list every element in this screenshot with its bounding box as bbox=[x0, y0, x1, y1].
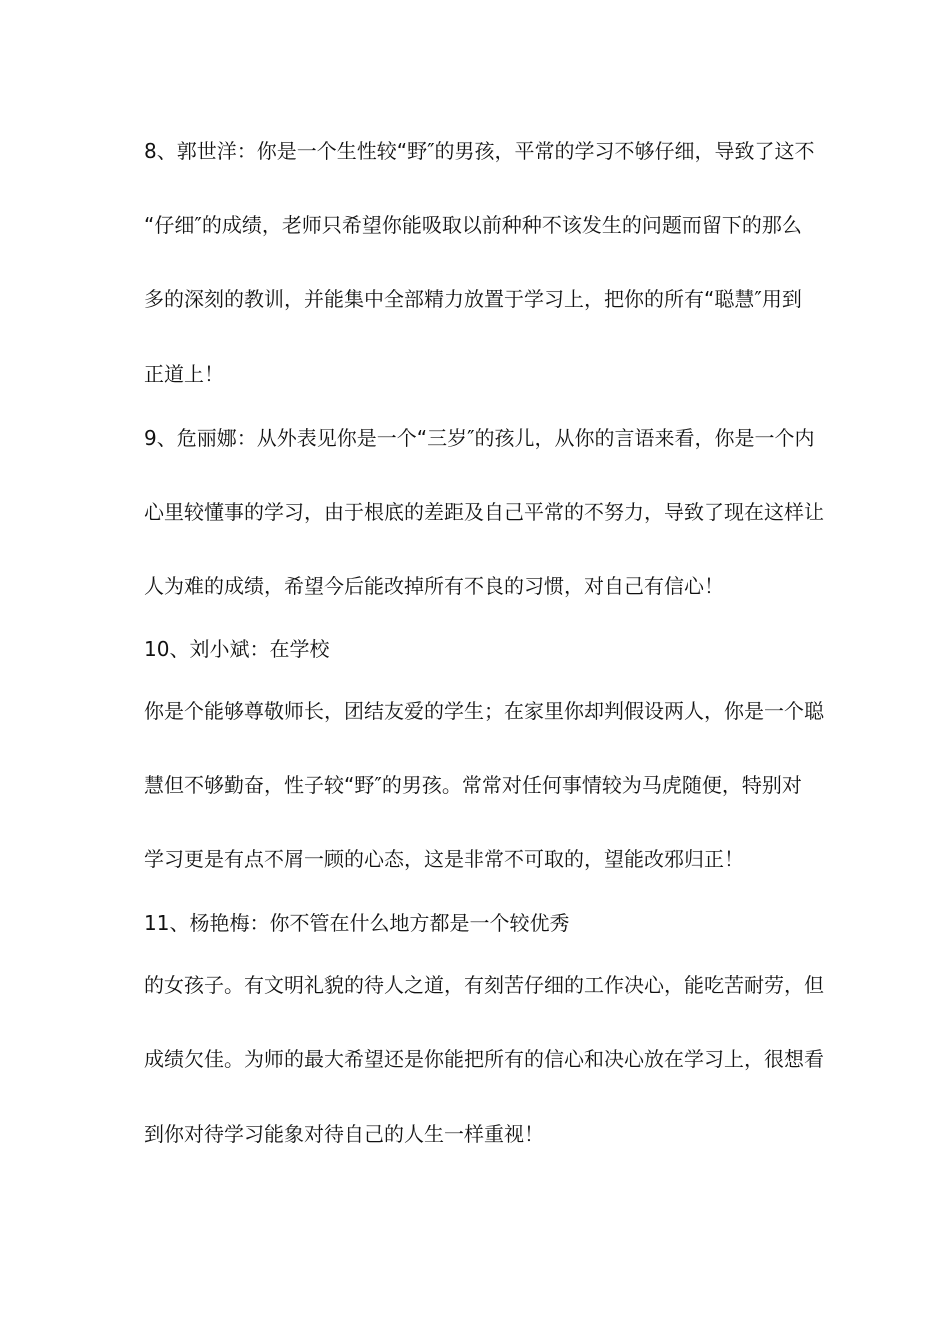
text-line: 10、刘小斌：在学校 bbox=[144, 637, 330, 661]
text-line: 正道上！ bbox=[144, 362, 224, 386]
text-line: 人为难的成绩，希望今后能改掉所有不良的习惯，对自己有信心！ bbox=[144, 574, 724, 598]
text-line: 的女孩子。有文明礼貌的待人之道，有刻苦仔细的工作决心，能吃苦耐劳，但 bbox=[144, 973, 824, 997]
text-line: 多的深刻的教训，并能集中全部精力放置于学习上，把你的所有“聪慧″用到 bbox=[144, 287, 802, 311]
text-line: 到你对待学习能象对待自己的人生一样重视！ bbox=[144, 1122, 544, 1146]
text-line: 成绩欠佳。为师的最大希望还是你能把所有的信心和决心放在学习上，很想看 bbox=[144, 1047, 824, 1071]
text-line: 11、杨艳梅：你不管在什么地方都是一个较优秀 bbox=[144, 911, 570, 935]
text-line: 慧但不够勤奋，性子较“野″的男孩。常常对任何事情较为马虎随便，特别对 bbox=[144, 773, 802, 797]
text-line: 心里较懂事的学习，由于根底的差距及自己平常的不努力，导致了现在这样让 bbox=[144, 500, 824, 524]
text-line: 学习更是有点不屑一顾的心态，这是非常不可取的，望能改邪归正！ bbox=[144, 847, 744, 871]
text-line: “仔细″的成绩，老师只希望你能吸取以前种种不该发生的问题而留下的那么 bbox=[144, 213, 802, 237]
text-line: 你是个能够尊敬师长，团结友爱的学生；在家里你却判假设两人，你是一个聪 bbox=[144, 699, 824, 723]
text-line: 8、郭世洋：你是一个生性较“野″的男孩，平常的学习不够仔细，导致了这不 bbox=[144, 139, 815, 163]
text-line: 9、危丽娜：从外表见你是一个“三岁″的孩儿，从你的言语来看，你是一个内 bbox=[144, 426, 815, 450]
